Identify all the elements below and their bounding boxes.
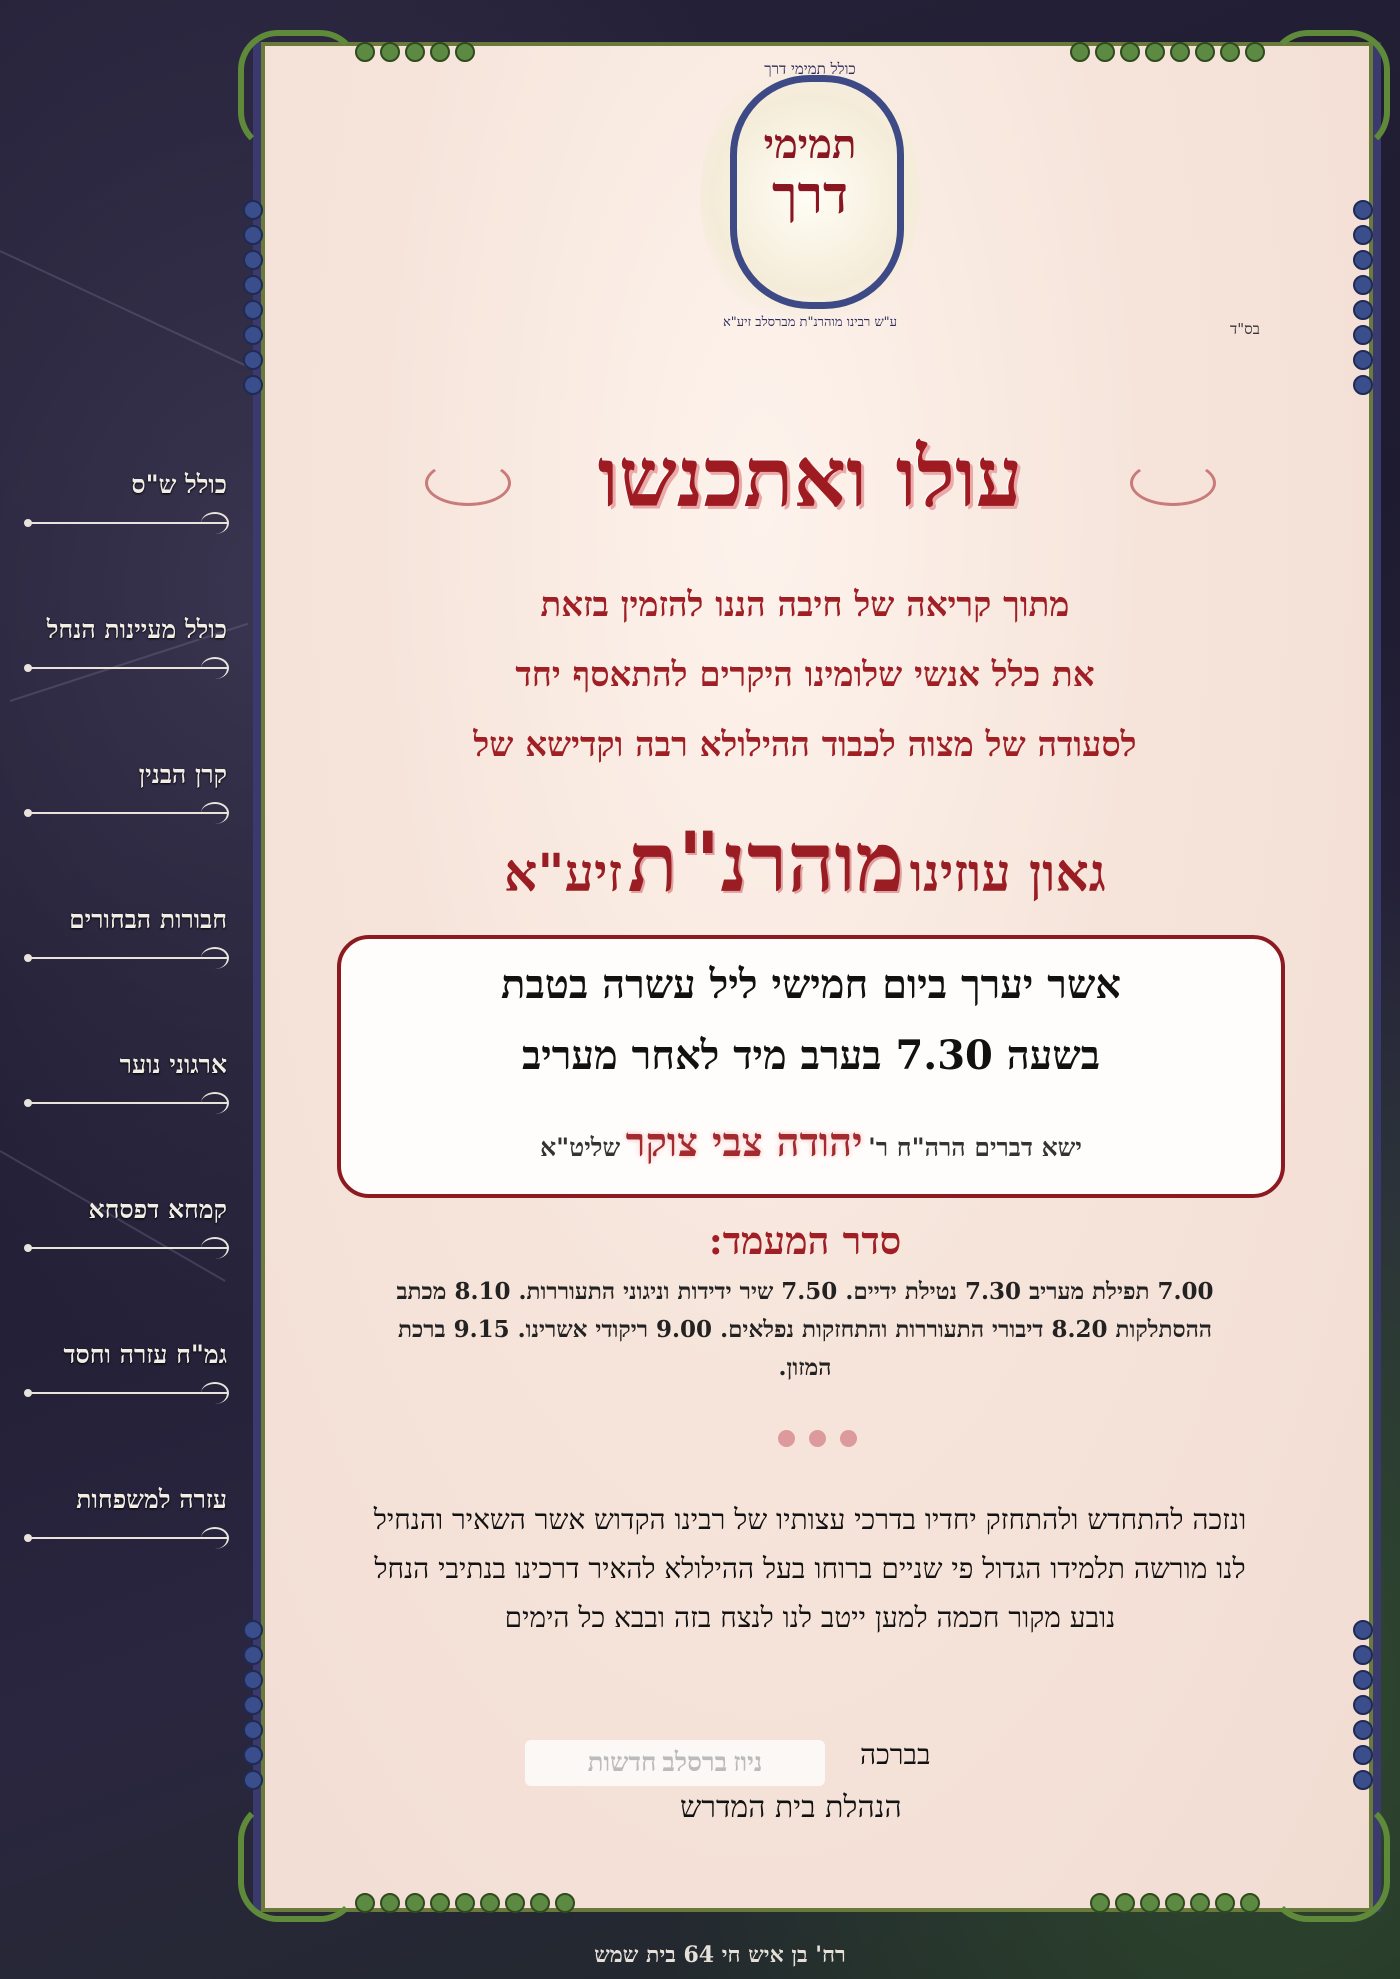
sidebar-divider [28, 1392, 227, 1394]
speaker-suffix: שליט"א [540, 1133, 621, 1162]
sidebar-item-label: ארגוני נוער [119, 1050, 227, 1079]
sidebar-item-label: גמ"ח עזרה וחסד [63, 1340, 227, 1369]
corner-ornament-icon [1268, 1800, 1390, 1922]
sidebar-item-label: כולל ש"ס [131, 470, 227, 499]
dot-border-right-top [1353, 200, 1371, 395]
speaker-line [341, 1119, 1281, 1166]
invite-line-2: את כלל אנשי שלומינו היקרים להתאסף יחד [515, 655, 1095, 695]
dot-border-bottom-right [1090, 1893, 1260, 1911]
swirl-ornament-icon [201, 947, 229, 969]
swirl-ornament-icon [201, 512, 229, 534]
headline: עולו ואתכנשו [597, 430, 1023, 526]
corner-ornament-icon [238, 30, 360, 152]
sidebar-divider [28, 1247, 227, 1249]
sidebar-item-chavurot [20, 905, 235, 1050]
swirl-ornament-icon [201, 1382, 229, 1404]
event-date-line: אשר יערך ביום חמישי ליל עשרה בטבת [501, 961, 1121, 1008]
signature-greeting: בברכה [860, 1738, 931, 1771]
sidebar-item-family-aid [20, 1485, 235, 1630]
sidebar-item-label: חבורות הבחורים [69, 905, 227, 934]
sidebar-divider [28, 812, 227, 814]
watermark-suffix: חדשות [587, 1748, 657, 1778]
watermark-sub: ניוז [733, 1748, 763, 1778]
logo-title [700, 123, 920, 224]
corner-ornament-icon [1268, 30, 1390, 152]
sidebar-item-label: קרן הבנין [138, 760, 227, 789]
swirl-ornament-icon [201, 1527, 229, 1549]
watermark-brand: ברסלב [662, 1748, 728, 1778]
sidebar-item-youth [20, 1050, 235, 1195]
sidebar-divider [28, 667, 227, 669]
sidebar-item-label: כולל מעיינות הנחל [46, 615, 227, 644]
dot-border-top-left [355, 42, 475, 60]
honoree-prefix: גאון עוזינו [909, 843, 1106, 904]
sidebar-item-label: קמחא דפסחא [88, 1195, 227, 1224]
dot-border-left-bottom [243, 1620, 261, 1790]
swirl-ornament-icon [201, 1092, 229, 1114]
logo [700, 55, 920, 335]
speaker-prefix: ישא דברים הרה"ח ר' [868, 1133, 1082, 1162]
logo-title-line1: תמימי [763, 121, 857, 168]
dot-border-top-right [1070, 42, 1265, 60]
swirl-ornament-icon [201, 657, 229, 679]
sidebar-divider [28, 1537, 227, 1539]
sidebar-menu [20, 470, 235, 1630]
logo-title-line2: דרך [771, 165, 849, 226]
logo-top-text: כולל תמימי דרך [764, 60, 856, 78]
invite-line-3: לסעודה של מצוה לכבוד ההילולא רבה וקדישא של [473, 725, 1137, 765]
sidebar-divider [28, 522, 227, 524]
dots-separator-icon [778, 1430, 857, 1447]
sidebar-item-kollel-shas [20, 470, 235, 615]
sidebar-item-maos-chitim [20, 1195, 235, 1340]
dot-border-left-top [243, 200, 261, 395]
schedule-text: 7.00 תפילת מעריב 7.30 נטילת ידיים. 7.50 שיר ידידות וניגוני התעוררות. 8.10 מכתב ההסתלקות 8.20 דיבורי התעוררות והתחזקות נפלאים. 9.00 ריקודי אשרינו. 9.15 ברכת המזון. [396, 1278, 1214, 1381]
sidebar-item-kollel-maayanot [20, 615, 235, 760]
dot-border-bottom-left [355, 1893, 575, 1911]
honoree-name: מוהרנ"ת [627, 815, 905, 911]
corner-ornament-icon [238, 1800, 360, 1922]
speaker-name: יהודה צבי צוקר [625, 1119, 863, 1166]
sidebar-item-keren-habinyan [20, 760, 235, 905]
schedule-title: סדר המעמד: [708, 1218, 902, 1263]
event-time-line: בשעה 7.30 בערב מיד לאחר מעריב [521, 1032, 1101, 1079]
sidebar-item-label: עזרה למשפחות [76, 1485, 227, 1514]
closing-paragraph: ונזכה להתחדש ולהתחזק יחדיו בדרכי עצותיו של רבינו הקדוש אשר השאיר והנחיל לנו מורשה תלמידו הגדול פי שניים ברוחו בעל ההילולא להאיר דרכינו בנתיבי הנחל נובע מקור חכמה למען ייטב לנו לנצח בזה ובבא כל הימים [373, 1503, 1247, 1634]
event-details-box [337, 935, 1285, 1198]
signature-name: הנהלת בית המדרש [680, 1790, 902, 1825]
invite-line-1: מתוך קריאה של חיבה הננו להזמין בזאת [540, 585, 1070, 625]
dot-border-right-bottom [1353, 1620, 1371, 1790]
bsd-mark: בס"ד [1230, 320, 1260, 338]
swirl-ornament-icon [201, 1237, 229, 1259]
sidebar-divider [28, 957, 227, 959]
honoree-suffix: זיע"א [504, 843, 623, 904]
watermark-logo [525, 1740, 825, 1786]
sidebar-divider [28, 1102, 227, 1104]
honoree-line [400, 815, 1210, 911]
swirl-ornament-icon [201, 802, 229, 824]
footer-address: רח' בן איש חי 64 בית שמש [594, 1942, 846, 1968]
logo-bottom-text: ע"ש רבינו מוהרנ"ת מברסלב זיע"א [723, 315, 897, 330]
sidebar-item-gemach [20, 1340, 235, 1485]
